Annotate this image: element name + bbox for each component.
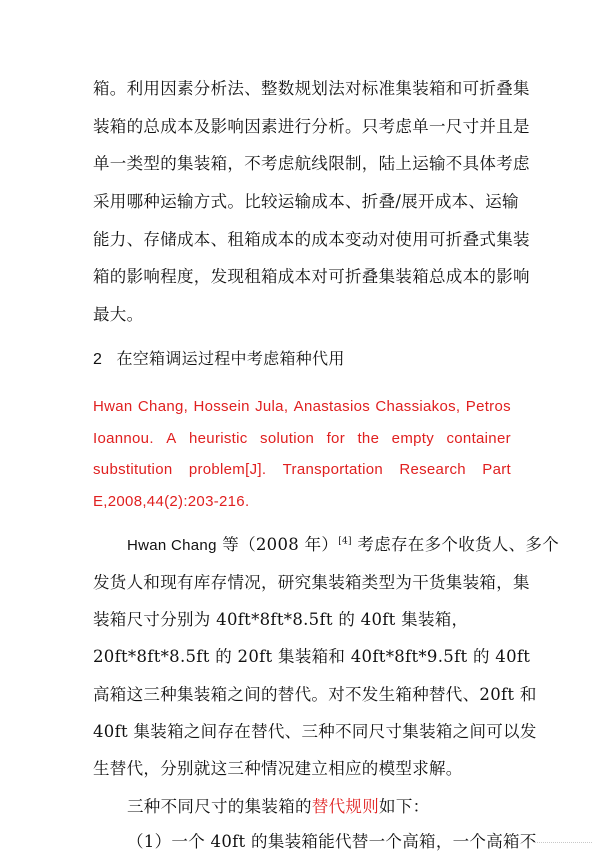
paragraph-text: 三种不同尺寸的集装箱的 xyxy=(127,797,312,816)
paragraph-text: 等（2008 年） xyxy=(216,535,339,554)
paragraph-line xyxy=(127,796,429,818)
reference-word: Petros xyxy=(465,398,511,415)
paragraph-line: 最大。 xyxy=(93,305,144,324)
reference-word: container xyxy=(446,430,511,447)
paragraph-text: 考虑存在多个收货人、多个 xyxy=(351,535,560,554)
paragraph-line: 40ft 集装箱之间存在替代、三种不同尺寸集装箱之间可以发 xyxy=(93,722,537,741)
reference-word: empty xyxy=(391,430,435,447)
author-name: Hwan Chang xyxy=(127,537,217,554)
section-title: 在空箱调运过程中考虑箱种代用 xyxy=(116,351,345,368)
reference-word: A xyxy=(166,430,177,447)
paragraph-line: 箱的影响程度，发现租箱成本对可折叠集装箱总成本的影响 xyxy=(93,267,530,286)
paragraph-line: 箱。利用因素分析法、整数规划法对标准集装箱和可折叠集 xyxy=(93,79,530,98)
reference-line-3 xyxy=(93,459,511,481)
citation-marker: [4] xyxy=(338,536,352,547)
paragraph-line xyxy=(127,534,559,557)
scan-artifact xyxy=(534,836,592,843)
reference-word: heuristic xyxy=(189,430,248,447)
reference-word: Part xyxy=(482,461,511,478)
highlight-term: 替代规则 xyxy=(311,797,380,816)
reference-word: Chassiakos, xyxy=(375,398,461,415)
reference-line-4: E,2008,44(2):203-216. xyxy=(93,493,250,510)
paragraph-line: 高箱这三种集装箱之间的替代。对不发生箱种替代、20ft 和 xyxy=(93,685,537,704)
reference-word: substitution xyxy=(93,461,173,478)
reference-word: Ioannou. xyxy=(93,430,154,447)
paragraph-line: （1）一个 40ft 的集装箱能代替一个高箱，一个高箱不 xyxy=(127,832,537,851)
paragraph-text: 如下： xyxy=(379,797,430,816)
reference-word: the xyxy=(357,430,380,447)
reference-word: solution xyxy=(260,430,315,447)
reference-word: Transportation xyxy=(282,461,384,478)
paragraph-line: 装箱尺寸分别为 40ft*8ft*8.5ft 的 40ft 集装箱， xyxy=(93,610,469,629)
reference-word: problem[J]. xyxy=(188,461,267,478)
paragraph-line: 发货人和现有库存情况，研究集装箱类型为干货集装箱，集 xyxy=(93,573,530,592)
reference-word: Jula, xyxy=(255,398,289,415)
paragraph-line: 生替代，分别就这三种情况建立相应的模型求解。 xyxy=(93,759,463,778)
paragraph-line: 能力、存储成本、租箱成本的成本变动对使用可折叠式集装 xyxy=(93,230,530,249)
paragraph-line: 采用哪种运输方式。比较运输成本、折叠/展开成本、运输 xyxy=(93,192,519,211)
section-heading xyxy=(93,349,345,371)
paragraph-line: 20ft*8ft*8.5ft 的 20ft 集装箱和 40ft*8ft*9.5ft 的 40ft xyxy=(93,647,531,666)
reference-word: Anastasios xyxy=(293,398,371,415)
reference-word: Chang, xyxy=(137,398,189,415)
reference-word: Hossein xyxy=(193,398,250,415)
reference-word: Hwan xyxy=(93,398,133,415)
paragraph-line: 装箱的总成本及影响因素进行分析。只考虑单一尺寸并且是 xyxy=(93,117,530,136)
reference-line-1 xyxy=(93,396,511,418)
reference-line-2 xyxy=(93,428,511,450)
section-number: 2 xyxy=(93,351,103,368)
reference-word: for xyxy=(326,430,345,447)
reference-word: Research xyxy=(399,461,466,478)
paragraph-line: 单一类型的集装箱，不考虑航线限制，陆上运输不具体考虑 xyxy=(93,154,530,173)
